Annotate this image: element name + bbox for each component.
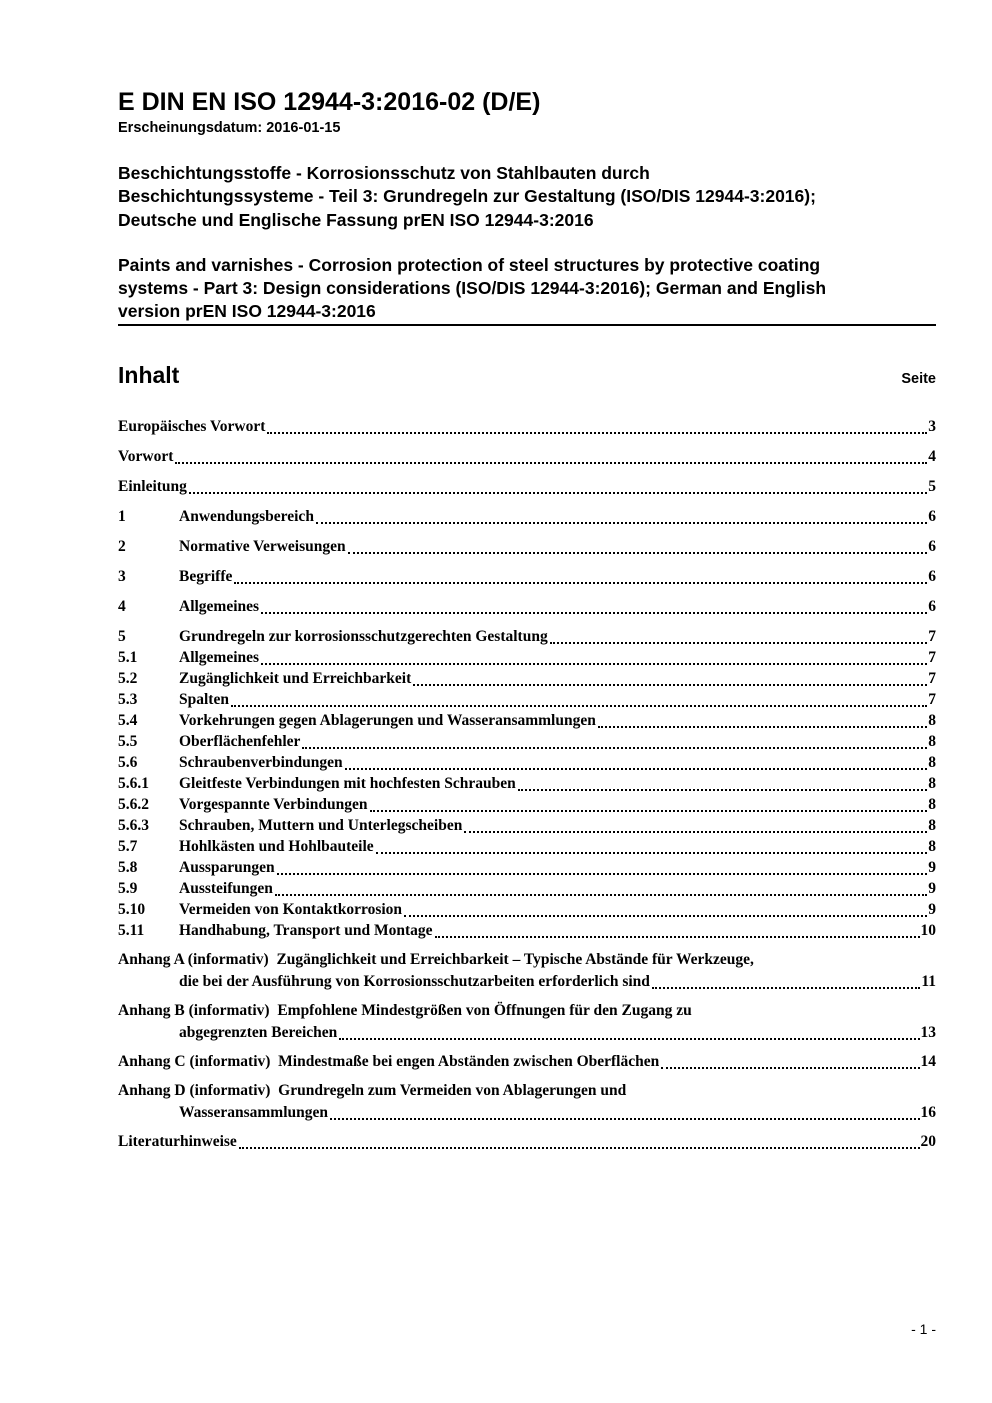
toc-entry-page: 8 xyxy=(928,753,936,771)
toc-entry-label: Vermeiden von Kontaktkorrosion xyxy=(179,900,403,918)
toc-dot-leader xyxy=(598,711,927,728)
toc-dot-leader xyxy=(345,753,928,770)
toc-entry-label: Literaturhinweise xyxy=(118,1132,237,1150)
toc-entry-label: Begriffe xyxy=(179,567,233,585)
toc-entry-page: 5 xyxy=(928,477,936,495)
toc-entry xyxy=(118,477,936,497)
german-title xyxy=(118,162,936,232)
toc-dot-leader xyxy=(652,972,920,989)
toc-entry-page: 6 xyxy=(928,507,936,525)
toc-dot-leader xyxy=(239,1132,920,1149)
toc-entry-label: Anhang A (informativ) Zugänglichkeit und Erreichbarkeit – Typische Abstände für Werkzeuge, xyxy=(118,950,754,968)
toc-entry-label: Wasseransammlungen xyxy=(179,1103,328,1121)
toc-entry xyxy=(118,774,936,794)
toc-entry-number: 1 xyxy=(118,507,126,525)
toc-entry-continuation xyxy=(118,972,936,992)
release-date: Erscheinungsdatum: 2016-01-15 xyxy=(118,120,341,136)
toc-entry-number: 5.4 xyxy=(118,711,138,729)
toc-entry xyxy=(118,837,936,857)
toc-entry-label: Gleitfeste Verbindungen mit hochfesten Schrauben xyxy=(179,774,516,792)
toc-entry-label: Schraubenverbindungen xyxy=(179,753,343,771)
toc-entry-page: 20 xyxy=(920,1132,936,1150)
title-line: Paints and varnishes - Corrosion protection of steel structures by protective coating xyxy=(118,254,821,275)
toc-dot-leader xyxy=(370,795,928,812)
toc-entry-number: 5.5 xyxy=(118,732,138,750)
toc-entry-page: 13 xyxy=(920,1023,936,1041)
toc-entry-page: 8 xyxy=(928,816,936,834)
toc-page-column-label: Seite xyxy=(901,370,936,387)
toc-entry-label: Anwendungsbereich xyxy=(179,507,314,525)
toc-entry xyxy=(118,597,936,617)
toc-entry xyxy=(118,816,936,836)
toc-entry-page: 9 xyxy=(928,879,936,897)
toc-entry xyxy=(118,711,936,731)
toc-entry-label: Allgemeines xyxy=(179,648,260,666)
toc-dot-leader xyxy=(261,648,927,665)
toc-entry-label: Spalten xyxy=(179,690,229,708)
page-content xyxy=(118,0,936,1152)
toc-entry-page: 6 xyxy=(928,567,936,585)
toc-entry-page: 11 xyxy=(921,972,936,990)
toc-entry-page: 16 xyxy=(920,1103,936,1121)
title-line: version prEN ISO 12944-3:2016 xyxy=(118,301,376,322)
toc-entry-label: Aussteifungen xyxy=(179,879,273,897)
toc-entry-page: 10 xyxy=(920,921,936,939)
toc-dot-leader xyxy=(175,447,927,464)
toc-dot-leader xyxy=(413,669,927,686)
toc-entry-label: Vorgespannte Verbindungen xyxy=(179,795,368,813)
toc-heading: Inhalt xyxy=(118,361,180,388)
toc-entry-label: Hohlkästen und Hohlbauteile xyxy=(179,837,374,855)
toc-entry-page: 14 xyxy=(920,1052,936,1070)
horizontal-rule xyxy=(118,324,936,326)
toc-entry-number: 5.6 xyxy=(118,753,138,771)
toc-entry-label: Allgemeines xyxy=(179,597,260,615)
title-line: systems - Part 3: Design considerations (ISO/DIS 12944-3:2016); German and English xyxy=(118,278,827,299)
toc-dot-leader xyxy=(518,774,928,791)
toc-entry-number: 5.6.1 xyxy=(118,774,149,792)
toc-entry xyxy=(118,879,936,899)
toc-list xyxy=(118,417,936,1152)
toc-entry-label: Aussparungen xyxy=(179,858,275,876)
toc-entry-page: 7 xyxy=(928,627,936,645)
toc-entry-page: 8 xyxy=(928,711,936,729)
toc-entry-number: 5.10 xyxy=(118,900,146,918)
toc-entry-number: 5 xyxy=(118,627,126,645)
toc-entry xyxy=(118,507,936,527)
toc-dot-leader xyxy=(275,879,927,896)
toc-entry-page: 8 xyxy=(928,795,936,813)
toc-entry xyxy=(118,627,936,647)
toc-entry-page: 3 xyxy=(928,417,936,435)
toc-dot-leader xyxy=(316,507,927,524)
toc-entry xyxy=(118,1001,936,1021)
toc-entry-page: 7 xyxy=(928,690,936,708)
toc-entry-number: 5.8 xyxy=(118,858,138,876)
toc-dot-leader xyxy=(339,1023,919,1040)
toc-entry-page: 7 xyxy=(928,669,936,687)
toc-entry xyxy=(118,417,936,437)
toc-entry-number: 5.3 xyxy=(118,690,138,708)
toc-entry xyxy=(118,669,936,689)
toc-entry-number: 5.6.2 xyxy=(118,795,149,813)
toc-entry-label: Handhabung, Transport und Montage xyxy=(179,921,433,939)
toc-entry-number: 4 xyxy=(118,597,126,615)
toc-entry-continuation xyxy=(118,1103,936,1123)
toc-entry-number: 3 xyxy=(118,567,126,585)
toc-dot-leader xyxy=(435,921,920,938)
toc-dot-leader xyxy=(261,597,927,614)
toc-entry-page: 7 xyxy=(928,648,936,666)
toc-entry-label: die bei der Ausführung von Korrosionsschutzarbeiten erforderlich sind xyxy=(179,972,650,990)
toc-entry-label: Schrauben, Muttern und Unterlegscheiben xyxy=(179,816,463,834)
toc-entry-label: Europäisches Vorwort xyxy=(118,417,266,435)
toc-entry-label: Normative Verweisungen xyxy=(179,537,346,555)
toc-entry-number: 5.9 xyxy=(118,879,138,897)
toc-entry-page: 6 xyxy=(928,537,936,555)
toc-entry-page: 4 xyxy=(928,447,936,465)
toc-entry-number: 5.2 xyxy=(118,669,138,687)
title-line: Beschichtungssysteme - Teil 3: Grundregeln zur Gestaltung (ISO/DIS 12944-3:2016); xyxy=(118,186,816,207)
toc-dot-leader xyxy=(267,417,927,434)
page-number-footer: - 1 - xyxy=(911,1321,936,1337)
toc-entry xyxy=(118,795,936,815)
toc-entry-label: Anhang C (informativ) Mindestmaße bei engen Abständen zwischen Oberflächen xyxy=(118,1052,660,1070)
toc-entry-page: 6 xyxy=(928,597,936,615)
toc-entry xyxy=(118,537,936,557)
toc-header-row xyxy=(118,360,936,390)
toc-entry-label: Oberflächenfehler xyxy=(179,732,301,750)
toc-entry xyxy=(118,753,936,773)
toc-entry-page: 9 xyxy=(928,858,936,876)
toc-dot-leader xyxy=(330,1103,920,1120)
toc-dot-leader xyxy=(189,477,927,494)
toc-dot-leader xyxy=(277,858,928,875)
toc-dot-leader xyxy=(234,567,927,584)
toc-dot-leader xyxy=(376,837,928,854)
toc-entry-label: Einleitung xyxy=(118,477,187,495)
toc-entry-label: Anhang D (informativ) Grundregeln zum Vermeiden von Ablagerungen und xyxy=(118,1081,627,1099)
toc-entry-label: Vorwort xyxy=(118,447,174,465)
toc-entry-page: 8 xyxy=(928,732,936,750)
toc-entry xyxy=(118,921,936,941)
toc-dot-leader xyxy=(231,690,927,707)
toc-entry-label: Anhang B (informativ) Empfohlene Mindestgrößen von Öffnungen für den Zugang zu xyxy=(118,1001,692,1019)
toc-dot-leader xyxy=(661,1052,919,1069)
title-line: Deutsche und Englische Fassung prEN ISO 12944-3:2016 xyxy=(118,209,594,230)
toc-entry-label: Zugänglichkeit und Erreichbarkeit xyxy=(179,669,412,687)
toc-entry-number: 5.6.3 xyxy=(118,816,149,834)
toc-dot-leader xyxy=(550,627,928,644)
toc-entry-label: abgegrenzten Bereichen xyxy=(179,1023,338,1041)
toc-entry xyxy=(118,858,936,878)
document-number-title: E DIN EN ISO 12944-3:2016-02 (D/E) xyxy=(118,88,541,116)
toc-entry xyxy=(118,690,936,710)
toc-entry-page: 8 xyxy=(928,774,936,792)
toc-entry xyxy=(118,950,936,970)
toc-entry-continuation xyxy=(118,1023,936,1043)
toc-entry xyxy=(118,732,936,752)
toc-entry-page: 9 xyxy=(928,900,936,918)
toc-entry xyxy=(118,900,936,920)
toc-entry xyxy=(118,1081,936,1101)
toc-entry xyxy=(118,648,936,668)
toc-entry xyxy=(118,1132,936,1152)
toc-entry-page: 8 xyxy=(928,837,936,855)
toc-entry-number: 2 xyxy=(118,537,126,555)
toc-dot-leader xyxy=(464,816,927,833)
toc-entry-label: Vorkehrungen gegen Ablagerungen und Wasseransammlungen xyxy=(179,711,596,729)
toc-dot-leader xyxy=(302,732,927,749)
toc-dot-leader xyxy=(404,900,927,917)
toc-dot-leader xyxy=(348,537,928,554)
title-line: Beschichtungsstoffe - Korrosionsschutz von Stahlbauten durch xyxy=(118,163,650,183)
toc-entry xyxy=(118,1052,936,1072)
toc-entry xyxy=(118,567,936,587)
english-title xyxy=(118,254,936,324)
toc-entry-label: Grundregeln zur korrosionsschutzgerechten Gestaltung xyxy=(179,627,548,645)
toc-entry-number: 5.11 xyxy=(118,921,145,939)
toc-entry xyxy=(118,447,936,467)
toc-entry-number: 5.7 xyxy=(118,837,138,855)
toc-entry-number: 5.1 xyxy=(118,648,138,666)
